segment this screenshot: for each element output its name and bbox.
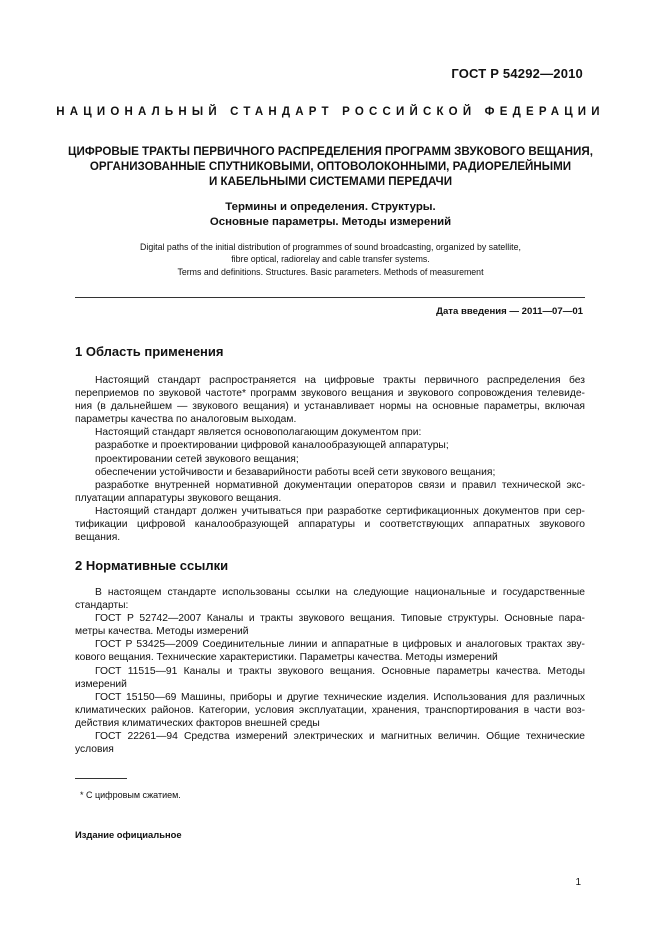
introduction-date: Дата введения — 2011—07—01 xyxy=(436,306,583,317)
footnote: * С цифровым сжатием. xyxy=(80,790,181,800)
footnote-divider xyxy=(75,778,127,779)
text-line: метры качества. Методы измерений xyxy=(75,626,249,638)
document-title-ru xyxy=(50,144,611,189)
header-divider xyxy=(75,297,585,298)
subtitle-ru-line: Термины и определения. Структуры. xyxy=(225,201,436,213)
text-line: параметры качества по аналоговым выходам. xyxy=(75,414,297,426)
page-number: 1 xyxy=(575,877,581,888)
title-ru-line: И КАБЕЛЬНЫМИ СИСТЕМАМИ ПЕРЕДАЧИ xyxy=(208,175,453,188)
document-title-en xyxy=(50,241,611,278)
text-line: ГОСТ 11515—91 Каналы и тракты звукового вещания. Основные параметры качества. Методы xyxy=(95,665,585,677)
document-subtitle-ru xyxy=(50,200,611,230)
text-line: проектировании сетей звукового вещания; xyxy=(95,453,299,465)
text-line: обеспечении устойчивости и безаварийности работы всей сети звукового вещания; xyxy=(95,466,496,478)
text-line: тификации цифровой каналообразующей аппаратуры и соответствующих аппаратных звукового xyxy=(75,519,585,531)
text-line: ния (в дальнейшем — звукового вещания) и устанавливает нормы на основные параметры, включая xyxy=(75,401,585,413)
title-en-line: Digital paths of the initial distribution of programmes of sound broadcasting, organized by satellite, xyxy=(140,242,521,252)
text-line: действия климатических факторов внешней среды xyxy=(75,717,320,729)
official-edition-label: Издание официальное xyxy=(75,829,182,840)
title-ru-line: ОРГАНИЗОВАННЫЕ СПУТНИКОВЫМИ, ОПТОВОЛОКОННЫМИ, РАДИОРЕЛЕЙНЫМИ xyxy=(89,160,572,173)
text-line: Настоящий стандарт распространяется на цифровые тракты первичного распределения без xyxy=(95,375,585,386)
section-2-body xyxy=(75,586,585,756)
text-line: В настоящем стандарте использованы ссылки на следующие национальные и государственные xyxy=(95,587,585,598)
title-en-line: fibre optical, radiorelay and cable transfer systems. xyxy=(231,254,430,265)
section-1-title: 1 Область применения xyxy=(75,344,224,359)
text-line: измерений xyxy=(75,678,127,690)
text-line: переприемов по звуковой частоте* программ звукового вещания и звукового сопровождения телевиде- xyxy=(75,388,585,400)
text-line: плуатации аппаратуры звукового вещания. xyxy=(75,492,282,504)
subtitle-ru-line: Основные параметры. Методы измерений xyxy=(209,216,452,228)
text-line: ГОСТ Р 52742—2007 Каналы и тракты звукового вещания. Типовые структуры. Основные пара- xyxy=(95,613,585,625)
text-line: ГОСТ Р 53425—2009 Соединительные линии и аппаратные в цифровых и аналоговых трактах зву- xyxy=(95,639,585,651)
text-line: ГОСТ 15150—69 Машины, приборы и другие технические изделия. Использования для различных xyxy=(95,691,585,703)
standard-code: ГОСТ Р 54292—2010 xyxy=(451,66,583,81)
text-line: разработке внутренней нормативной документации операторов связи и правил технической экс- xyxy=(95,479,585,491)
text-line: ГОСТ 22261—94 Средства измерений электрических и магнитных величин. Общие технические xyxy=(95,731,585,743)
text-line: Настоящий стандарт является основополагающим документом при: xyxy=(95,427,422,439)
title-ru-line: ЦИФРОВЫЕ ТРАКТЫ ПЕРВИЧНОГО РАСПРЕДЕЛЕНИЯ ПРОГРАММ ЗВУКОВОГО ВЕЩАНИЯ, xyxy=(68,145,593,158)
text-line: вещания. xyxy=(75,532,121,544)
section-1-body xyxy=(75,374,585,544)
text-line: разработке и проектировании цифровой каналообразующей аппаратуры; xyxy=(95,440,449,452)
text-line: Настоящий стандарт должен учитываться при разработке сертификационных документов при сер- xyxy=(95,505,585,517)
national-standard-heading: НАЦИОНАЛЬНЫЙ СТАНДАРТ РОССИЙСКОЙ ФЕДЕРАЦИИ xyxy=(56,106,605,118)
title-en-line: Terms and definitions. Structures. Basic parameters. Methods of measurement xyxy=(177,266,484,277)
section-2-title: 2 Нормативные ссылки xyxy=(75,558,229,573)
text-line: кового вещания. Технические характеристики. Параметры качества. Методы измерений xyxy=(75,652,498,664)
text-line: климатических районов. Категории, условия эксплуатации, хранения, транспортирования в части воз- xyxy=(75,704,585,716)
text-line: условия xyxy=(75,744,114,756)
text-line: стандарты: xyxy=(75,600,129,612)
